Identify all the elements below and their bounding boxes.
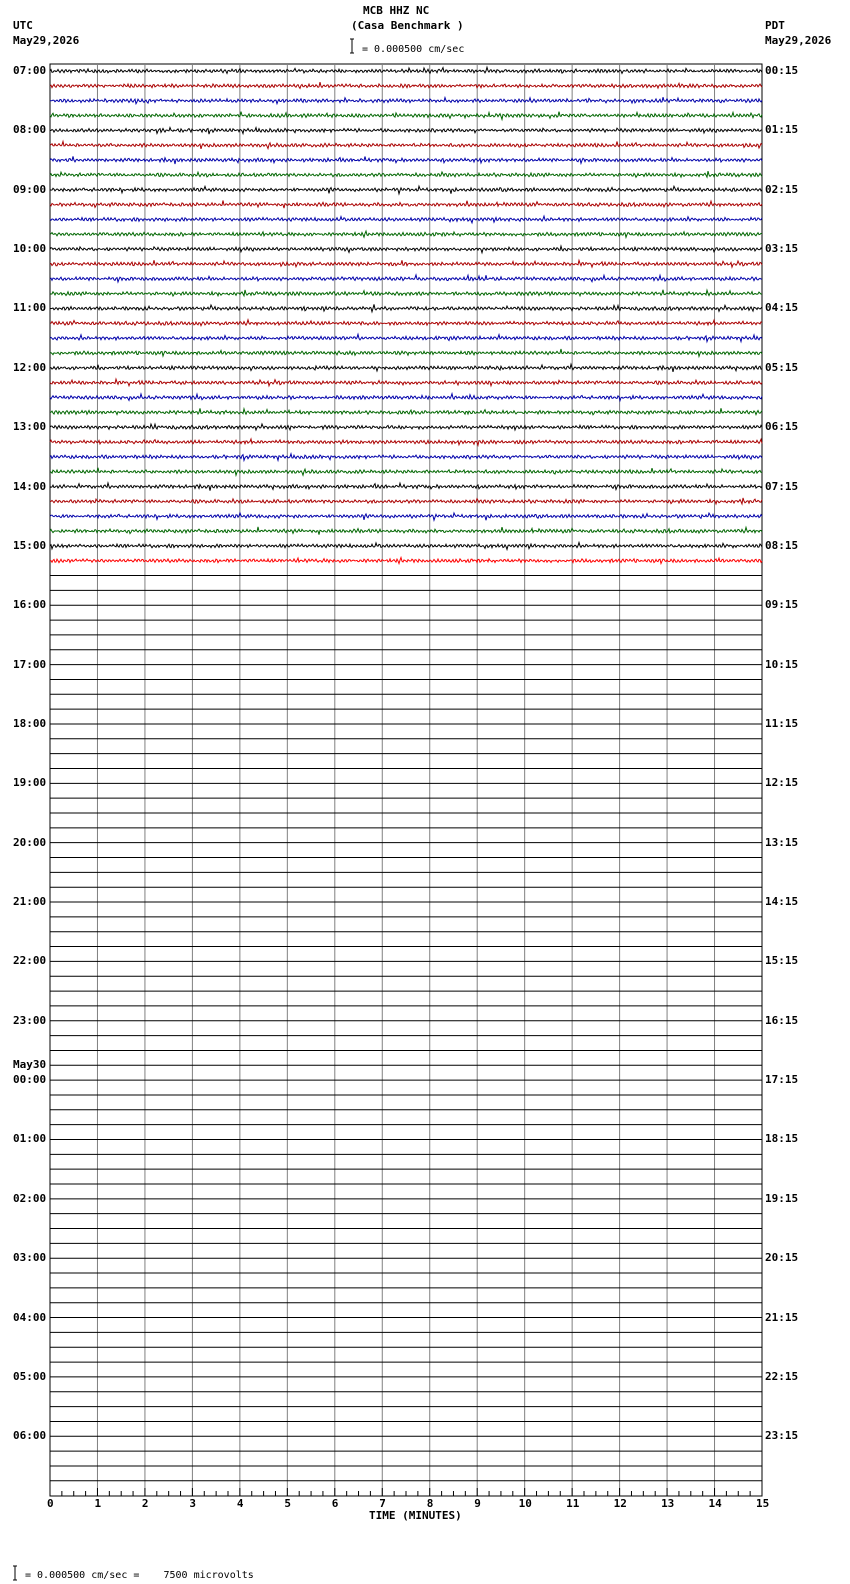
left-hour-label: 03:00 bbox=[13, 1251, 47, 1265]
trace-row bbox=[50, 275, 762, 282]
left-hour-label: 09:00 bbox=[13, 182, 47, 196]
time-axis bbox=[50, 1488, 762, 1496]
trace-row bbox=[50, 439, 762, 445]
right-date: May29,2026 bbox=[765, 34, 832, 47]
x-tick-label: 9 bbox=[474, 1497, 481, 1510]
scale-label: = 0.000500 cm/sec bbox=[362, 44, 465, 55]
right-hour-label: 20:15 bbox=[765, 1251, 799, 1265]
right-hour-label: 13:15 bbox=[765, 835, 799, 849]
trace-row bbox=[50, 142, 762, 149]
left-date: May29,2026 bbox=[13, 34, 80, 47]
x-tick-label: 5 bbox=[284, 1497, 291, 1510]
right-hour-label: 22:15 bbox=[765, 1369, 799, 1383]
right-hour-label: 00:15 bbox=[765, 64, 799, 77]
x-tick-label: 7 bbox=[379, 1497, 386, 1510]
trace-row bbox=[50, 394, 762, 401]
left-hour-label: 08:00 bbox=[13, 123, 47, 137]
trace-row bbox=[50, 290, 762, 296]
right-hour-label: 06:15 bbox=[765, 420, 799, 434]
right-hour-label: 23:15 bbox=[765, 1429, 799, 1443]
right-hour-label: 15:15 bbox=[765, 954, 799, 968]
left-hour-label: 01:00 bbox=[13, 1132, 47, 1146]
trace-row bbox=[50, 320, 762, 326]
left-hour-label: 18:00 bbox=[13, 716, 47, 730]
trace-row bbox=[50, 424, 762, 430]
left-hour-label: 10:00 bbox=[13, 242, 47, 256]
trace-row bbox=[50, 186, 762, 194]
trace-row bbox=[50, 498, 762, 504]
left-hour-label: 21:00 bbox=[13, 895, 47, 909]
right-hour-label: 09:15 bbox=[765, 598, 799, 612]
left-hour-label: 06:00 bbox=[13, 1429, 47, 1443]
left-hour-label: 12:00 bbox=[13, 360, 47, 374]
x-tick-label: 6 bbox=[331, 1497, 339, 1510]
x-tick-label: 14 bbox=[708, 1497, 722, 1510]
right-hour-label: 01:15 bbox=[765, 123, 799, 137]
right-hour-label: 08:15 bbox=[765, 538, 799, 552]
left-timezone: UTC bbox=[13, 19, 33, 32]
trace-row bbox=[50, 334, 762, 341]
trace-row bbox=[50, 454, 762, 461]
x-tick-label: 15 bbox=[756, 1497, 770, 1510]
trace-row bbox=[50, 379, 762, 386]
right-hour-label: 10:15 bbox=[765, 657, 799, 671]
trace-row bbox=[50, 527, 762, 535]
right-hour-label: 14:15 bbox=[765, 895, 799, 909]
right-hour-label: 12:15 bbox=[765, 776, 799, 790]
trace-row bbox=[50, 558, 762, 564]
x-tick-label: 12 bbox=[613, 1497, 627, 1510]
trace-row bbox=[50, 304, 762, 311]
left-hour-label: 22:00 bbox=[13, 954, 47, 968]
right-hour-label: 04:15 bbox=[765, 301, 799, 315]
left-hour-label: 17:00 bbox=[13, 657, 47, 671]
right-hour-label: 18:15 bbox=[765, 1132, 799, 1146]
date-change-label: May30 bbox=[13, 1058, 47, 1072]
trace-row bbox=[50, 543, 762, 550]
x-tick-label: 1 bbox=[94, 1497, 102, 1510]
x-tick-label: 10 bbox=[518, 1497, 532, 1510]
left-hour-label: 07:00 bbox=[13, 64, 47, 77]
left-hour-label: 13:00 bbox=[13, 420, 47, 434]
scale-bars bbox=[13, 39, 354, 1580]
left-hour-label: 00:00 bbox=[13, 1073, 47, 1087]
trace-row bbox=[50, 201, 762, 209]
left-hour-label: 05:00 bbox=[13, 1369, 47, 1383]
right-hour-label: 03:15 bbox=[765, 242, 799, 256]
trace-row bbox=[50, 364, 762, 372]
right-hour-label: 17:15 bbox=[765, 1073, 799, 1087]
right-hour-label: 21:15 bbox=[765, 1310, 799, 1324]
x-tick-label: 4 bbox=[236, 1497, 244, 1510]
x-tick-label: 0 bbox=[47, 1497, 54, 1510]
trace-row bbox=[50, 513, 762, 520]
trace-row bbox=[50, 128, 762, 135]
left-hour-label: 02:00 bbox=[13, 1191, 47, 1205]
left-hour-label: 11:00 bbox=[13, 301, 47, 315]
x-tick-label: 8 bbox=[426, 1497, 434, 1510]
trace-row bbox=[50, 216, 762, 223]
right-hour-label: 02:15 bbox=[765, 182, 799, 196]
x-tick-label: 11 bbox=[566, 1497, 580, 1510]
right-hour-label: 11:15 bbox=[765, 716, 799, 730]
trace-row bbox=[50, 231, 762, 237]
left-hour-label: 15:00 bbox=[13, 538, 47, 552]
trace-row bbox=[50, 260, 762, 267]
trace-row bbox=[50, 67, 762, 73]
left-hour-label: 20:00 bbox=[13, 835, 47, 849]
trace-row bbox=[50, 246, 762, 253]
station-subtitle: (Casa Benchmark ) bbox=[351, 19, 464, 32]
left-hour-label: 23:00 bbox=[13, 1013, 47, 1027]
station-title: MCB HHZ NC bbox=[363, 4, 430, 17]
footer-scale-label: = 0.000500 cm/sec = 7500 microvolts bbox=[25, 1570, 254, 1581]
left-hour-label: 19:00 bbox=[13, 776, 47, 790]
trace-row bbox=[50, 408, 762, 415]
x-tick-label: 2 bbox=[141, 1497, 149, 1510]
trace-rows bbox=[50, 67, 762, 1481]
trace-row bbox=[50, 483, 762, 491]
trace-row bbox=[50, 171, 762, 177]
x-axis-title: TIME (MINUTES) bbox=[369, 1509, 462, 1522]
left-hour-label: 14:00 bbox=[13, 479, 47, 493]
right-hour-label: 07:15 bbox=[765, 479, 799, 493]
right-hour-label: 19:15 bbox=[765, 1191, 799, 1205]
x-tick-label: 3 bbox=[189, 1497, 197, 1510]
trace-row bbox=[50, 156, 762, 164]
trace-row bbox=[50, 468, 762, 476]
right-hour-label: 05:15 bbox=[765, 360, 799, 374]
trace-row bbox=[50, 112, 762, 120]
left-hour-label: 04:00 bbox=[13, 1310, 47, 1324]
trace-row bbox=[50, 82, 762, 88]
x-tick-label: 13 bbox=[661, 1497, 675, 1510]
right-hour-label: 16:15 bbox=[765, 1013, 799, 1027]
left-hour-label: 16:00 bbox=[13, 598, 47, 612]
trace-row bbox=[50, 349, 762, 356]
trace-row bbox=[50, 97, 762, 104]
right-timezone: PDT bbox=[765, 19, 785, 32]
